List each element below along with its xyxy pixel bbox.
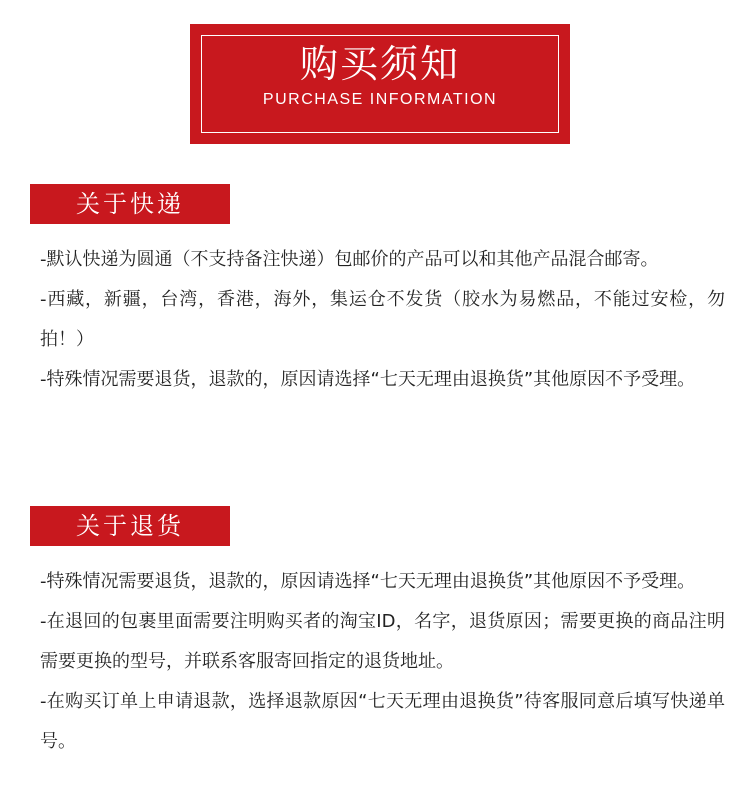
banner-title: 购买须知 xyxy=(299,42,460,86)
returns-paragraph: -在购买订单上申请退款，选择退款原因“七天无理由退换货”待客服同意后填写快递单号。 xyxy=(40,691,725,752)
shipping-paragraph: -特殊情况需要退货，退款的，原因请选择“七天无理由退换货”其他原因不予受理。 xyxy=(40,369,696,390)
banner-subtitle: PURCHASE INFORMATION xyxy=(262,91,498,108)
section-content-shipping xyxy=(40,240,725,400)
returns-paragraph: -在退回的包裹里面需要注明购买者的淘宝ID，名字，退货原因；需要更换的商品注明需要更换的型号，并联系客服寄回指定的退货地址。 xyxy=(40,611,725,672)
section-content-returns xyxy=(40,562,725,762)
shipping-paragraph: -西藏，新疆，台湾，香港，海外，集运仓不发货（胶水为易燃品，不能过安检，勿拍！） xyxy=(40,289,725,350)
shipping-paragraph: -默认快递为圆通（不支持备注快递）包邮价的产品可以和其他产品混合邮寄。 xyxy=(40,249,659,270)
section-header-returns: 关于退货 xyxy=(30,506,230,546)
section-header-shipping: 关于快递 xyxy=(30,184,230,224)
returns-paragraph: -特殊情况需要退货，退款的，原因请选择“七天无理由退换货”其他原因不予受理。 xyxy=(40,571,696,592)
purchase-info-banner xyxy=(190,24,570,144)
